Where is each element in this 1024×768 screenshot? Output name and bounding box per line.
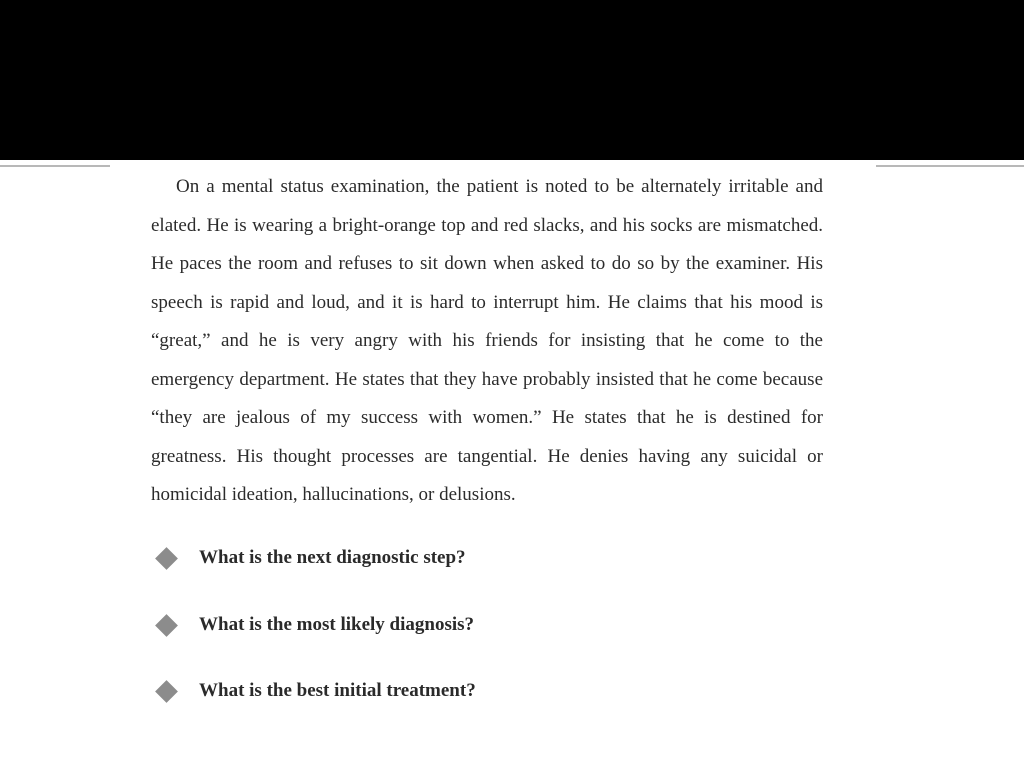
question-text: What is the next diagnostic step? xyxy=(199,547,466,568)
case-passage: On a mental status examination, the patient is noted to be alternately irritable and elated. He is wearing a bright-orange top and red slacks, and his socks are mismatched. He paces the room and refuses to sit down when asked to do so by the examiner. His speech is rapid and loud, and it is hard to interrupt him. He claims that his mood is “great,” and he is very angry with his friends for insisting that he come to the emergency department. He states that they have probably insisted that he come because “they are jealous of my success with women.” He states that he is destined for greatness. His thought processes are tangential. He denies having any suicidal or homicidal ideation, hallucinations, or delusions. xyxy=(151,176,823,505)
question-text: What is the best initial treatment? xyxy=(199,680,476,701)
divider-left xyxy=(0,165,110,167)
divider-right xyxy=(876,165,1024,167)
diamond-bullet-icon xyxy=(155,547,178,570)
diamond-bullet-icon xyxy=(155,614,178,637)
question-item-1 xyxy=(154,542,466,574)
header-bar xyxy=(0,0,1024,160)
diamond-bullet-icon xyxy=(155,680,178,703)
question-item-3 xyxy=(154,675,476,707)
question-item-2 xyxy=(154,609,474,641)
question-text: What is the most likely diagnosis? xyxy=(199,614,475,635)
